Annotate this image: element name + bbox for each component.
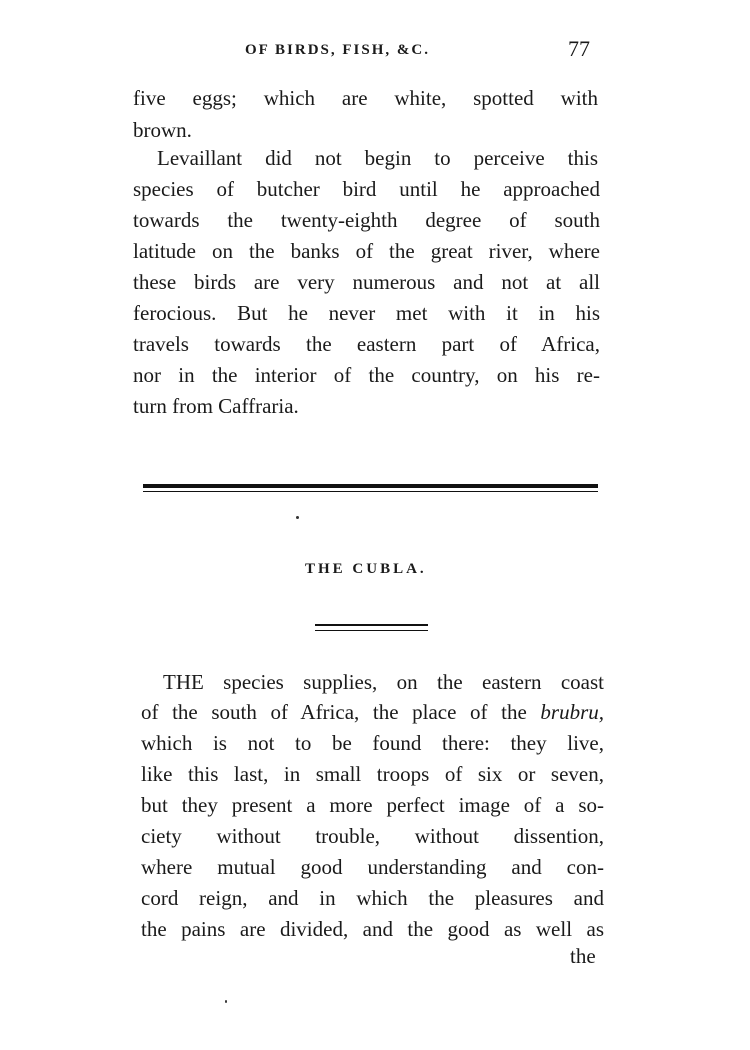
text-line: ciety without trouble, without dissention, <box>141 824 604 848</box>
text-line: latitude on the banks of the great river, where <box>133 239 600 263</box>
section-title: THE CUBLA. <box>305 561 427 577</box>
initial-caps: THE species supplies, on the eastern coast <box>163 670 604 694</box>
text-line: travels towards the eastern part of Africa, <box>133 332 600 356</box>
text-line <box>163 667 604 697</box>
text-line: turn from Caffraria. <box>133 394 299 418</box>
text-line <box>141 697 604 727</box>
text-line: which is not to be found there: they live, <box>141 731 604 755</box>
title-rule-upper <box>315 624 428 626</box>
text-line: species of butcher bird until he approached <box>133 177 600 201</box>
text-segment: of the south of Africa, the place of the <box>141 700 541 724</box>
text-line: five eggs; which are white, spotted with <box>133 86 598 110</box>
text-line: but they present a more perfect image of a so- <box>141 793 604 817</box>
running-head: OF BIRDS, FISH, &C. <box>245 42 430 58</box>
italic-term: brubru, <box>540 700 604 724</box>
text-line: Levaillant did not begin to perceive this <box>157 146 598 170</box>
text-line: like this last, in small troops of six or seven, <box>141 762 604 786</box>
text-line: where mutual good understanding and con- <box>141 855 604 879</box>
text-line: towards the twenty-eighth degree of south <box>133 208 600 232</box>
double-rule-thick <box>143 484 598 488</box>
ink-speck <box>296 516 299 519</box>
text-line: the pains are divided, and the good as well as <box>141 917 604 941</box>
catchword: the <box>570 944 596 968</box>
text-line: ferocious. But he never met with it in his <box>133 301 600 325</box>
ink-speck <box>225 1000 227 1003</box>
double-rule-thin <box>143 491 598 492</box>
text-line: these birds are very numerous and not at all <box>133 270 600 294</box>
page-number: 77 <box>568 36 590 61</box>
text-line: nor in the interior of the country, on his re- <box>133 363 600 387</box>
text-line: brown. <box>133 118 192 142</box>
title-rule-lower <box>315 630 428 631</box>
text-line: cord reign, and in which the pleasures and <box>141 886 604 910</box>
